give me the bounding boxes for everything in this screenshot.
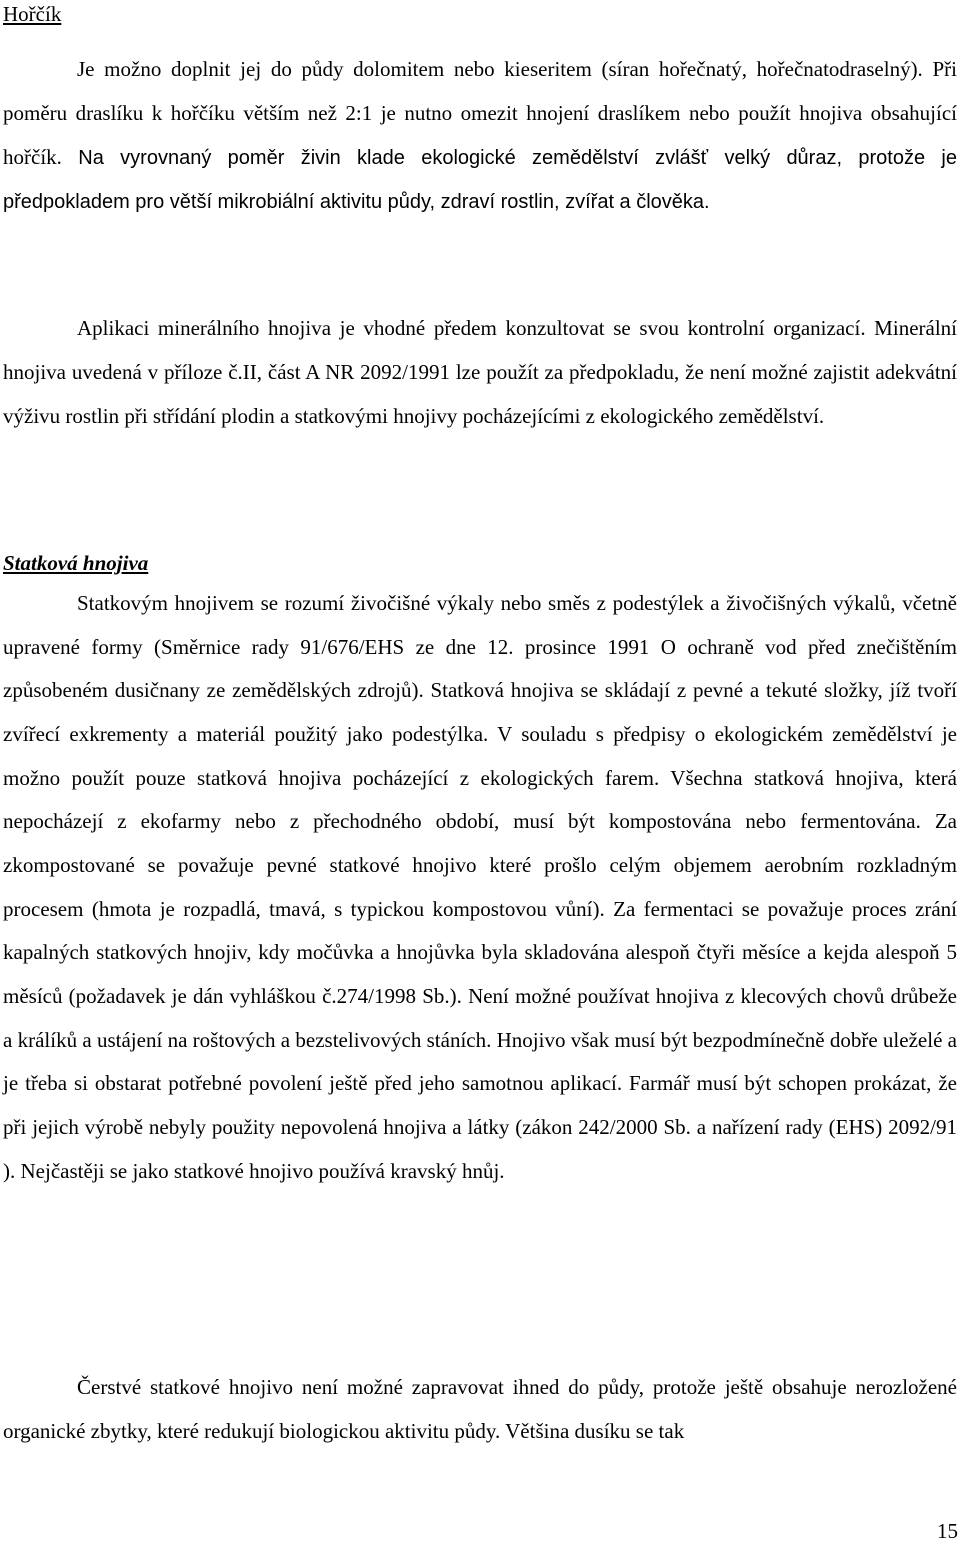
section-heading-horcik: Hořčík [3, 2, 62, 26]
section-heading-statkova-hnojiva: Statková hnojiva [3, 551, 149, 575]
paragraph-mineral-fertilizer: Aplikaci minerálního hnojiva je vhodné předem konzultovat se svou kontrolní organizací. Minerální hnojiva uvedená v příloze č.II, část A NR 2092/1991 lze použít za předpokladu, že není možné zajistit adekvátní výživu rostlin při střídání plodin a statkovými hnojivy pocházejícími z ekologického zemědělství. [3, 316, 957, 428]
page-number: 15 [937, 1519, 958, 1543]
paragraph-magnesium-text-continued: Na vyrovnaný poměr živin klade ekologické zemědělství zvlášť velký důraz, protože je předpokladem pro větší mikrobiální aktivitu půdy, zdraví rostlin, zvířat a člověka. [3, 146, 957, 214]
paragraph-magnesium-text: Je možno doplnit jej do půdy dolomitem nebo kieseritem (síran hořečnatý, hořečnatodraselný). Při poměru draslíku k hořčíku větším než 2:1 je nutno omezit hnojení draslíkem nebo použít hnojiva obsahující hořčík. [3, 57, 957, 169]
paragraph-farmyard-manure: Statkovým hnojivem se rozumí živočišné výkaly nebo směs z podestýlek a živočišných výkalů, včetně upravené formy (Směrnice rady 91/676/EHS ze dne 12. prosince 1991 O ochraně vod před znečištěním způsobeném dusičnany ze zemědělských zdrojů). Statková hnojiva se skládají z pevné a tekuté složky, jíž tvoří zvířecí exkrementy a materiál použitý jako podestýlka. V souladu s předpisy o ekologickém zemědělství je možno použít pouze statková hnojiva pocházející z ekologických farem. Všechna statková hnojiva, která nepocházejí z ekofarmy nebo z přechodného období, musí být kompostována nebo fermentována. Za zkompostované se považuje pevné statkové hnojivo které prošlo celým objemem aerobním rozkladným procesem (hmota je rozpadlá, tmavá, s typickou kompostovou vůní). Za fermentaci se považuje proces zrání kapalných statkových hnojiv, kdy močůvka a hnojůvka byla skladována alespoň čtyři měsíce a kejda alespoň 5 měsíců (požadavek je dán vyhláškou č.274/1998 Sb.). Není možné používat hnojiva z klecových chovů drůbeže a králíků a ustájení na roštových a bezstelivových stáních. Hnojivo však musí být bezpodmínečně dobře uleželé a je třeba si obstarat potřebné povolení ještě před jeho samotnou aplikací. Farmář musí být schopen prokázat, že při jejich výrobě nebyly použity nepovolená hnojiva a látky (zákon 242/2000 Sb. a nařízení rady (EHS) 2092/91 ). Nejčastěji se jako statkové hnojivo používá kravský hnůj. [3, 591, 957, 1183]
paragraph-magnesium [3, 48, 957, 225]
paragraph-fresh-manure: Čerstvé statkové hnojivo není možné zapravovat ihned do půdy, protože ještě obsahuje nerozložené organické zbytky, které redukují biologickou aktivitu půdy. Většina dusíku se tak [3, 1375, 957, 1443]
